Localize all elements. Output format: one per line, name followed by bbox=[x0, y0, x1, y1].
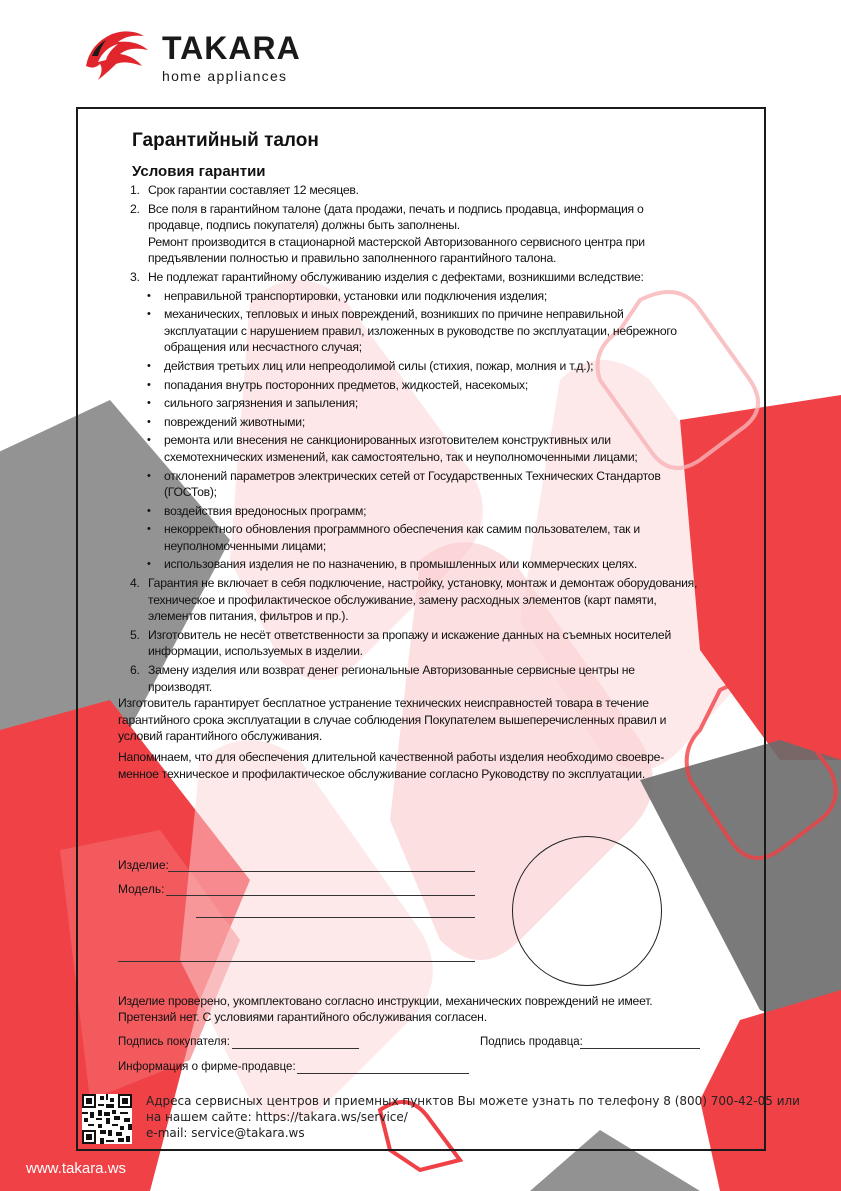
service-link[interactable]: на нашем сайте: https://takara.ws/service/ bbox=[146, 1110, 408, 1124]
list-item: • ремонта или внесения не санкционированных изготовителем конструктивных или схемотехнических изменений, как самостоятельно, так и неуполномоченными лицами; bbox=[148, 432, 698, 465]
contacts-line: Адреса сервисных центров и приемных пунктов Вы можете узнать по телефону 8 (800) 700-42-05 или bbox=[146, 1094, 800, 1108]
seller-signature-field[interactable] bbox=[580, 1048, 700, 1049]
brand-logo bbox=[78, 26, 301, 88]
seller-info-label: Информация о фирме-продавце: bbox=[118, 1061, 296, 1073]
warranty-content bbox=[118, 128, 698, 782]
item-text: Все поля в гарантийном талоне (дата продажи, печать и подпись продавца, информация о продавце, подпись покупателя) должны быть заполнены. bbox=[148, 201, 644, 233]
exclusions-list bbox=[148, 288, 698, 574]
condition-item bbox=[118, 182, 698, 199]
item-number: 5. bbox=[130, 627, 140, 642]
item-number: 2. bbox=[130, 201, 140, 216]
condition-item bbox=[118, 662, 698, 695]
list-item: • использования изделия не по назначению, в промышленных или коммерческих целях. bbox=[148, 556, 698, 573]
item-number: 6. bbox=[130, 663, 140, 678]
list-item: • механических, тепловых и иных повреждений, возникших по причине неправильной эксплуатации с нарушением правил, изложенных в руководстве по эксплуатации, небрежного обращения или несчастного случая; bbox=[148, 306, 698, 356]
website-link[interactable]: www.takara.ws bbox=[26, 1160, 127, 1177]
list-item: • неправильной транспортировки, установки или подключения изделия; bbox=[148, 288, 698, 305]
list-item: • сильного загрязнения и запыления; bbox=[148, 395, 698, 412]
item-text: Ремонт производится в стационарной мастерской Авторизованного сервисного центра при предъявлении полностью и правильно заполненного гарантийного талона. bbox=[148, 234, 645, 266]
list-item: • повреждений животными; bbox=[148, 414, 698, 431]
seller-info-field[interactable] bbox=[297, 1073, 469, 1074]
checked-line: Претензий нет. С условиями гарантийного обслуживания согласен. bbox=[118, 1010, 487, 1024]
product-field[interactable] bbox=[168, 871, 475, 872]
model-field-extra[interactable] bbox=[196, 917, 475, 918]
product-label: Изделие: bbox=[118, 858, 169, 872]
item-text: Изготовитель не несёт ответственности за пропажу и искажение данных на съемных носителей информации, используемых в изделии. bbox=[148, 627, 672, 659]
guarantee-paragraph: Изготовитель гарантирует бесплатное устранение технических неисправностей товара в течение гарантийного срока эксплуатации в случае соблюдения Покупателем вышеперечисленных правил и условий гарантийного обслуживания. bbox=[118, 696, 667, 744]
brand-name: TAKARA bbox=[162, 30, 301, 66]
item-text: Срок гарантии составляет 12 месяцев. bbox=[148, 183, 359, 197]
model-label: Модель: bbox=[118, 882, 165, 896]
item-text: Гарантия не включает в себя подключение, настройку, установку, монтаж и демонтаж оборудования, техническое и профилактическое обслуживание, замену расходных элементов (карт памяти, элементов питания, фильтров и пр.). bbox=[148, 576, 698, 624]
stamp-circle bbox=[512, 836, 662, 986]
list-item: • действия третьих лиц или непреодолимой силы (стихия, пожар, молния и т.д.); bbox=[148, 358, 698, 375]
email-link[interactable]: e-mail: service@takara.ws bbox=[146, 1126, 305, 1140]
extra-field[interactable] bbox=[118, 961, 475, 962]
checked-line: Изделие проверено, укомплектовано согласно инструкции, механических повреждений не имеет. bbox=[118, 994, 653, 1008]
list-item: • отклонений параметров электрических сетей от Государственных Технических Стандартов (ГОСТов); bbox=[148, 468, 698, 501]
model-field[interactable] bbox=[166, 895, 475, 896]
seller-signature-label: Подпись продавца: bbox=[480, 1036, 583, 1048]
conditions-list bbox=[118, 182, 698, 695]
reminder-paragraph: Напоминаем, что для обеспечения длительной качественной работы изделия необходимо своевре-менное техническое и профилактическое обслуживание согласно Руководству по эксплуатации. bbox=[118, 750, 665, 781]
bird-logo-icon bbox=[78, 26, 158, 88]
buyer-signature-label: Подпись покупателя: bbox=[118, 1036, 230, 1048]
item-number: 3. bbox=[130, 269, 140, 284]
list-item: • воздействия вредоносных программ; bbox=[148, 503, 698, 520]
item-number: 4. bbox=[130, 576, 140, 591]
condition-item bbox=[118, 627, 698, 660]
condition-item bbox=[118, 575, 698, 625]
condition-item bbox=[118, 269, 698, 573]
item-text: Замену изделия или возврат денег региональные Авторизованные сервисные центры не производят. bbox=[148, 663, 635, 694]
item-text: Не подлежат гарантийному обслуживанию изделия с дефектами, возникшими вследствие: bbox=[148, 269, 644, 284]
condition-item bbox=[118, 201, 698, 267]
section-title: Условия гарантии bbox=[132, 163, 266, 180]
page-title: Гарантийный талон bbox=[132, 130, 319, 151]
item-number: 1. bbox=[130, 183, 140, 197]
brand-subtitle: home appliances bbox=[162, 68, 288, 84]
checked-statement bbox=[118, 993, 652, 1025]
service-contacts bbox=[146, 1093, 800, 1141]
list-item: • попадания внутрь посторонних предметов, жидкостей, насекомых; bbox=[148, 377, 698, 394]
buyer-signature-field[interactable] bbox=[232, 1048, 359, 1049]
qr-code-icon[interactable] bbox=[82, 1094, 132, 1144]
list-item: • некорректного обновления программного обеспечения как самим пользователем, так и неуполномоченными лицами; bbox=[148, 521, 698, 554]
